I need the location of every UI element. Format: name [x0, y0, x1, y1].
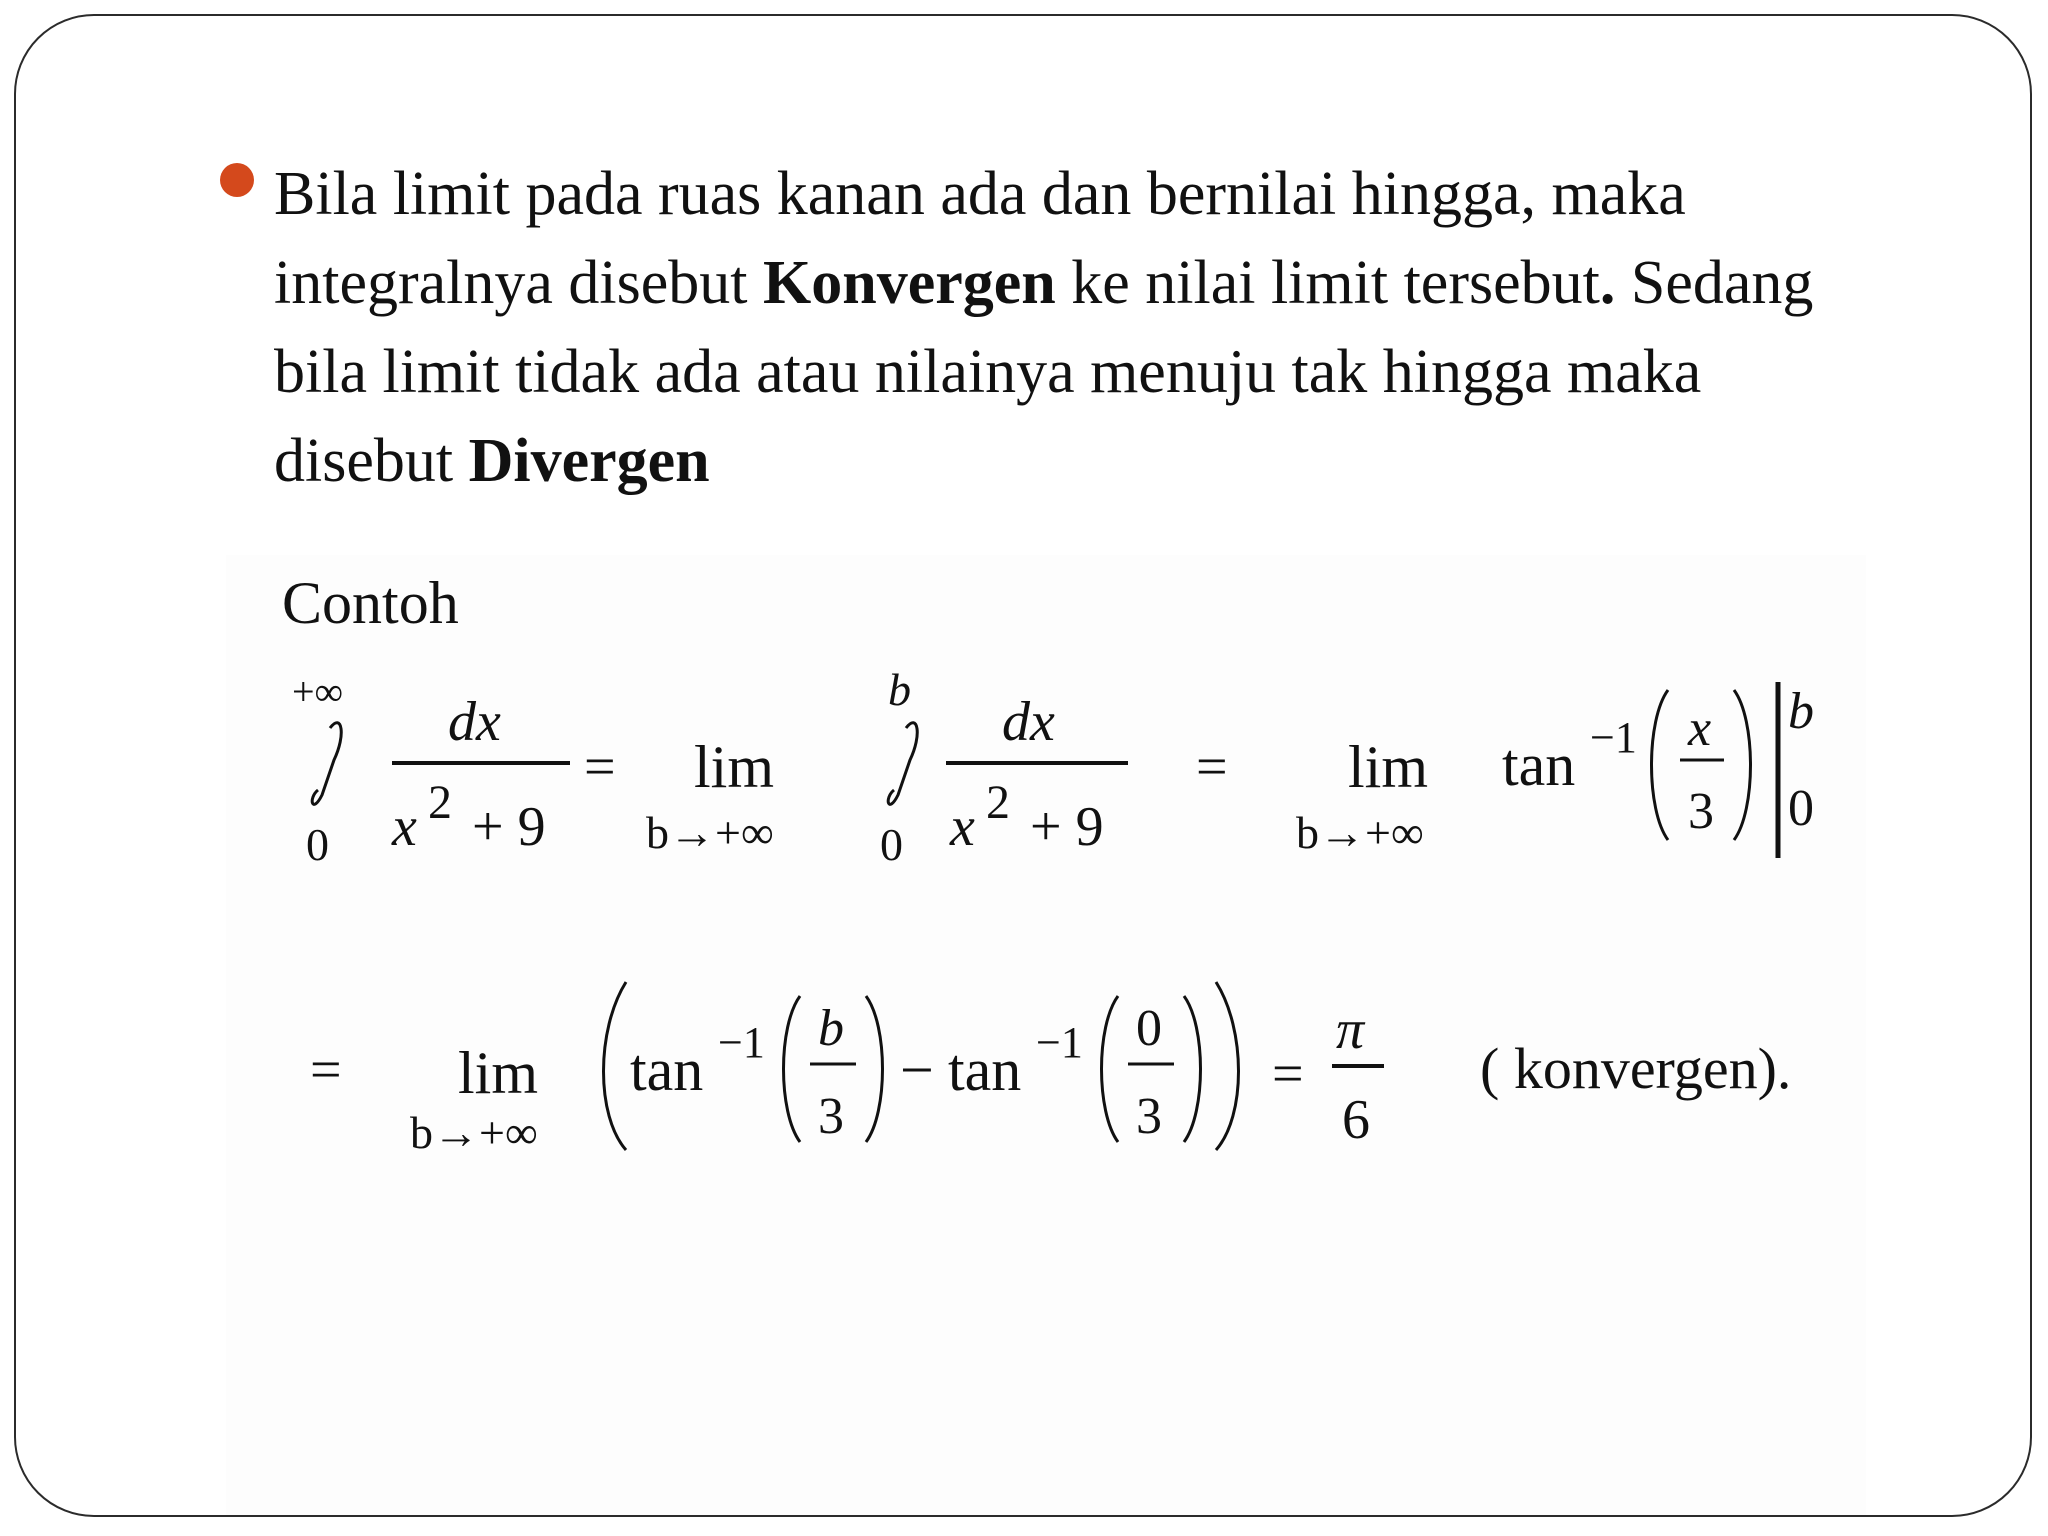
fraction1-numerator: dx — [448, 691, 501, 753]
integral2-sign-icon — [888, 723, 917, 805]
fraction1-denominator-var: x — [392, 796, 417, 858]
right-paren-1 — [1734, 690, 1751, 840]
bold-period: . — [1599, 249, 1616, 317]
konvergen-note: ( konvergen). — [1480, 1036, 1792, 1101]
lim-1-subscript: b→+∞ — [646, 807, 774, 858]
tan-inverse-2: tan — [630, 1037, 704, 1103]
frac-x-denominator: 3 — [1688, 783, 1714, 840]
left-paren-3 — [1102, 996, 1119, 1142]
equals-sign-2: = — [1196, 736, 1228, 798]
tan-inverse-3-exp: −1 — [1036, 1018, 1083, 1067]
right-paren-3 — [1184, 996, 1201, 1142]
big-right-paren — [1216, 982, 1239, 1150]
bullet-text-part3: Sedang bila limit tidak ada atau nilainya menuju tak hingga maka disebut — [274, 249, 1814, 495]
fraction1-denominator-exp: 2 — [428, 776, 452, 829]
integral2-upper-limit: b — [888, 664, 911, 715]
lim-2: lim — [1348, 734, 1429, 800]
evaluation-lower: 0 — [1788, 780, 1814, 837]
big-left-paren — [604, 982, 627, 1150]
tan-inverse-1: tan — [1502, 732, 1576, 798]
divergen-bold: Divergen — [468, 427, 710, 495]
six-denominator: 6 — [1342, 1089, 1370, 1151]
frac-0-denominator: 3 — [1136, 1088, 1162, 1145]
tan-inverse-3: tan — [948, 1037, 1022, 1103]
konvergen-bold: Konvergen — [762, 249, 1056, 317]
equals-sign-4: = — [1272, 1043, 1304, 1105]
bullet-text-part2: ke nilai limit tersebut — [1055, 249, 1600, 317]
evaluation-upper: b — [1788, 683, 1814, 740]
integral-sign-icon — [312, 723, 341, 805]
frac-x-numerator: x — [1688, 700, 1712, 757]
frac-b-numerator: b — [818, 1000, 844, 1057]
example-heading: Contoh — [282, 570, 459, 636]
minus-sign: − — [900, 1037, 934, 1103]
tan-inverse-1-exp: −1 — [1590, 713, 1637, 762]
tan-inverse-2-exp: −1 — [718, 1018, 765, 1067]
equals-sign-1: = — [584, 736, 616, 798]
frac-0-numerator: 0 — [1136, 1000, 1162, 1057]
integral-upper-limit: +∞ — [292, 669, 344, 714]
left-paren-1 — [1652, 690, 1669, 840]
left-paren-2 — [784, 996, 801, 1142]
lim-3: lim — [458, 1040, 539, 1106]
lim-2-subscript: b→+∞ — [1296, 807, 1424, 858]
bullet-text-part1: Bila limit pada ruas kanan ada dan bernilai hingga, maka integralnya disebut — [274, 160, 1686, 317]
integral-lower-limit: 0 — [306, 819, 329, 870]
pi-numerator: π — [1336, 999, 1365, 1061]
fraction1-denominator-rest: + 9 — [472, 796, 546, 858]
fraction2-denominator-rest: + 9 — [1030, 796, 1104, 858]
frac-b-denominator: 3 — [818, 1088, 844, 1145]
lim-3-subscript: b→+∞ — [410, 1107, 538, 1158]
equals-sign-3: = — [310, 1039, 342, 1101]
lim-1: lim — [694, 734, 775, 800]
fraction2-denominator-var: x — [950, 796, 975, 858]
fraction2-denominator-exp: 2 — [986, 776, 1010, 829]
integral2-lower-limit: 0 — [880, 819, 903, 870]
fraction2-numerator: dx — [1002, 691, 1055, 753]
right-paren-2 — [866, 996, 883, 1142]
